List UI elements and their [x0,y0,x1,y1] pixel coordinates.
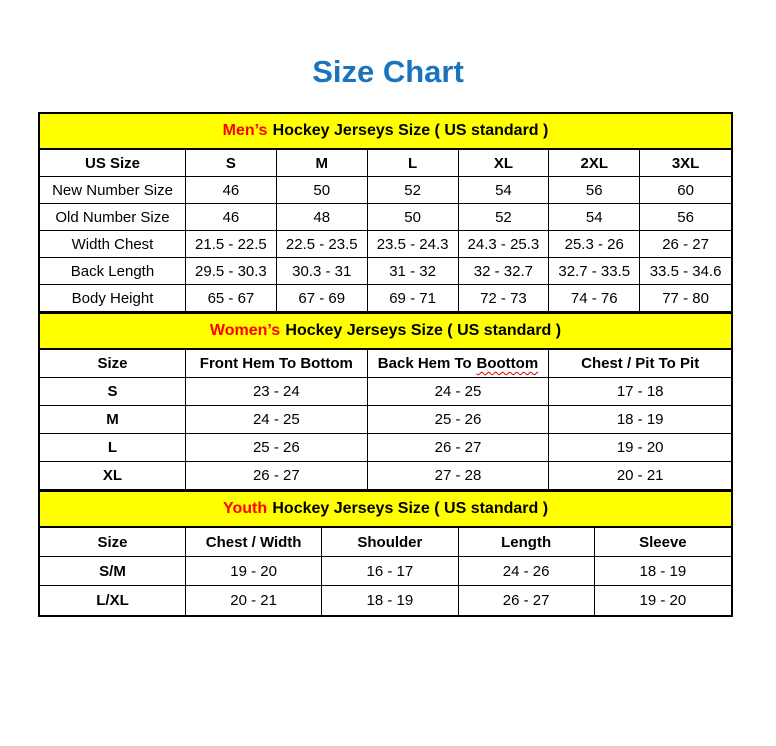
mens-cell: 52 [459,204,550,231]
womens-section [40,312,731,490]
mens-cell: 48 [277,204,368,231]
womens-banner [40,312,731,350]
mens-cell: 65 - 67 [186,285,277,312]
mens-cell: 22.5 - 23.5 [277,231,368,258]
mens-cell: 23.5 - 24.3 [368,231,459,258]
womens-cell: 19 - 20 [549,434,731,462]
mens-cell: 30.3 - 31 [277,258,368,285]
mens-cell: 46 [186,204,277,231]
womens-row-label: XL [40,462,186,490]
mens-section [40,114,731,312]
youth-section [40,490,731,615]
mens-cell: 54 [459,177,550,204]
womens-column-header [368,350,550,378]
mens-banner-text: Hockey Jerseys Size ( US standard ) [272,122,549,139]
youth-cell: 18 - 19 [322,586,458,615]
youth-cell: 20 - 21 [186,586,322,615]
youth-cell: 19 - 20 [639,592,687,609]
mens-cell: 50 [368,204,459,231]
womens-cell: 24 - 25 [368,378,550,406]
mens-column-header: L [368,150,459,177]
mens-row-label: Back Length [40,258,186,285]
mens-cell: 52 [368,177,459,204]
mens-banner [40,114,731,150]
size-chart [38,112,733,617]
mens-cell: 60 [640,177,731,204]
column-header-text: Back Hem To [377,355,472,372]
mens-column-header: S [186,150,277,177]
womens-cell: 25 - 26 [368,406,550,434]
youth-column-header: Chest / Width [186,528,322,557]
mens-cell: 32.7 - 33.5 [549,258,640,285]
womens-cell: 17 - 18 [549,378,731,406]
youth-row-label: L/XL [40,586,186,615]
mens-row-label: Width Chest [40,231,186,258]
womens-cell: 26 - 27 [368,434,550,462]
youth-banner-text: Hockey Jerseys Size ( US standard ) [272,500,549,517]
womens-banner-text: Hockey Jerseys Size ( US standard ) [285,322,562,339]
youth-column-header: Length [459,528,595,557]
youth-row-label: S/M [40,557,186,586]
mens-cell: 25.3 - 26 [549,231,640,258]
mens-cell: 74 - 76 [549,285,640,312]
mens-row-label: Body Height [40,285,186,312]
mens-cell: 31 - 32 [368,258,459,285]
mens-cell: 26 - 27 [640,231,731,258]
mens-cell: 56 [640,204,731,231]
mens-column-header: 2XL [549,150,640,177]
mens-column-header: M [277,150,368,177]
womens-cell: 27 - 28 [368,462,550,490]
mens-table [40,150,731,312]
youth-cell: 26 - 27 [459,586,595,615]
mens-cell: 29.5 - 30.3 [186,258,277,285]
womens-cell: 20 - 21 [549,462,731,490]
womens-cell: 23 - 24 [186,378,368,406]
womens-table [40,350,731,490]
mens-cell: 46 [186,177,277,204]
womens-column-header: Chest / Pit To Pit [549,350,731,378]
womens-cell: 24 - 25 [186,406,368,434]
youth-cell: 24 - 26 [459,557,595,586]
mens-banner-highlight: Men’s [222,122,268,139]
misspelled-word: Boottom [476,355,539,372]
womens-column-header: Size [40,350,186,378]
youth-column-header: Sleeve [595,528,731,557]
mens-cell: 21.5 - 22.5 [186,231,277,258]
womens-cell: 25 - 26 [186,434,368,462]
mens-column-header: XL [459,150,550,177]
mens-cell: 72 - 73 [459,285,550,312]
mens-column-header: US Size [40,150,186,177]
womens-row-label: S [40,378,186,406]
youth-cell: 16 - 17 [322,557,458,586]
mens-cell: 77 - 80 [640,285,731,312]
youth-column-header: Shoulder [322,528,458,557]
mens-cell: 69 - 71 [368,285,459,312]
youth-column-header: Size [40,528,186,557]
mens-cell: 56 [549,177,640,204]
mens-row-label: New Number Size [40,177,186,204]
womens-row-label: L [40,434,186,462]
womens-cell: 26 - 27 [186,462,368,490]
youth-cell: 18 - 19 [595,557,731,586]
mens-cell: 24.3 - 25.3 [459,231,550,258]
mens-cell: 33.5 - 34.6 [640,258,731,285]
womens-cell: 18 - 19 [549,406,731,434]
mens-cell: 50 [277,177,368,204]
youth-banner [40,490,731,528]
youth-banner-highlight: Youth [222,500,268,517]
womens-row-label: M [40,406,186,434]
mens-cell: 54 [549,204,640,231]
mens-cell: 32 - 32.7 [459,258,550,285]
page-title: Size Chart [312,54,464,89]
youth-cell: 19 - 20 [186,557,322,586]
youth-table [40,528,731,615]
mens-cell: 67 - 69 [277,285,368,312]
womens-column-header: Front Hem To Bottom [186,350,368,378]
womens-banner-highlight: Women’s [209,322,281,339]
mens-row-label: Old Number Size [40,204,186,231]
mens-column-header: 3XL [640,150,731,177]
